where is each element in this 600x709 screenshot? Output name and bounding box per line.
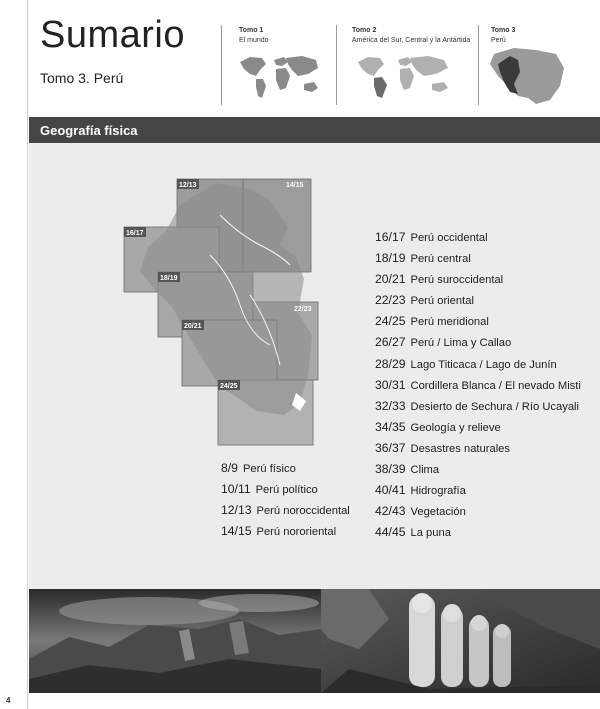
divider xyxy=(478,25,479,105)
entry-title: Cordillera Blanca / El nevado Misti xyxy=(410,379,581,392)
list-item[interactable] xyxy=(375,417,581,438)
entry-title: Clima xyxy=(410,464,440,477)
list-item[interactable] xyxy=(375,248,581,269)
list-item[interactable] xyxy=(375,459,581,480)
page-range: 42/43 xyxy=(375,504,406,519)
list-item[interactable] xyxy=(375,522,581,543)
list-item[interactable] xyxy=(375,438,581,459)
map-label-22-23: 22/23 xyxy=(294,306,312,313)
page-range: 28/29 xyxy=(375,356,406,371)
contents-list-left xyxy=(221,458,350,542)
page-range: 44/45 xyxy=(375,525,406,540)
list-item[interactable] xyxy=(375,290,581,311)
photo-strip xyxy=(29,589,600,693)
section-header xyxy=(29,117,600,143)
world-map-thumbnail-icon[interactable] xyxy=(236,52,322,102)
page-range: 20/21 xyxy=(375,272,406,287)
list-item[interactable] xyxy=(375,269,581,290)
divider xyxy=(221,25,222,105)
page-range: 22/23 xyxy=(375,293,406,308)
entry-title: Vegetación xyxy=(410,506,466,519)
volume-2-name: América del Sur, Central y la Antártida xyxy=(352,37,471,44)
entry-title: Perú / Lima y Callao xyxy=(410,337,512,350)
page-range: 18/19 xyxy=(375,251,406,266)
map-label-18-19: 18/19 xyxy=(160,275,178,282)
peru-map-thumbnail-icon[interactable] xyxy=(484,46,568,106)
list-item[interactable] xyxy=(221,479,350,500)
entry-title: Perú nororiental xyxy=(256,526,337,539)
map-label-14-15: 14/15 xyxy=(286,182,304,189)
landscape-photo-icon xyxy=(29,589,321,693)
south-america-map-thumbnail-icon[interactable] xyxy=(352,52,462,102)
list-item[interactable] xyxy=(375,227,581,248)
volume-1-label: Tomo 1 xyxy=(239,27,264,34)
page-title: Sumario xyxy=(40,14,185,56)
entry-title: Geología y relieve xyxy=(410,421,501,434)
list-item[interactable] xyxy=(375,311,581,332)
page-range: 38/39 xyxy=(375,462,406,477)
volume-3-label: Tomo 3 xyxy=(491,27,516,34)
entry-title: Perú físico xyxy=(242,463,296,475)
entry-title: Desastres naturales xyxy=(410,442,510,455)
page-range: 8/9 xyxy=(221,461,238,475)
peru-index-map-icon[interactable] xyxy=(120,175,320,447)
entry-title: Perú suroccidental xyxy=(410,274,504,287)
map-label-20-21: 20/21 xyxy=(184,323,202,330)
page-range: 14/15 xyxy=(221,524,252,539)
entry-title: Desierto de Sechura / Río Ucayali xyxy=(410,400,580,413)
volume-2-caption xyxy=(352,26,470,46)
sarcophagi-photo-icon xyxy=(321,589,600,693)
page-range: 30/31 xyxy=(375,377,406,392)
page-range: 24/25 xyxy=(375,314,406,329)
entry-title: Perú central xyxy=(410,253,471,266)
volume-1-name: El mundo xyxy=(239,37,269,44)
entry-title: La puna xyxy=(410,527,451,540)
list-item[interactable] xyxy=(375,375,581,396)
entry-title: Perú meridional xyxy=(410,316,489,329)
page-range: 40/41 xyxy=(375,483,406,498)
volume-3-name: Perú xyxy=(491,37,506,44)
map-label-16-17: 16/17 xyxy=(126,230,144,237)
list-item[interactable] xyxy=(375,501,581,522)
list-item[interactable] xyxy=(375,480,581,501)
page-range: 32/33 xyxy=(375,398,406,413)
list-item[interactable] xyxy=(221,500,350,521)
page-range: 26/27 xyxy=(375,335,406,350)
page-range: 12/13 xyxy=(221,503,252,518)
list-item[interactable] xyxy=(221,458,350,479)
entry-title: Perú político xyxy=(255,484,318,497)
entry-title: Perú oriental xyxy=(410,295,474,308)
map-label-24-25: 24/25 xyxy=(220,383,238,390)
list-item[interactable] xyxy=(375,396,581,417)
volume-1-caption xyxy=(239,26,269,46)
page-range: 34/35 xyxy=(375,419,406,434)
page-range: 10/11 xyxy=(221,482,251,497)
contents-list-right xyxy=(375,227,581,543)
entry-title: Perú occidental xyxy=(410,232,488,244)
volume-3-caption xyxy=(491,26,515,46)
volume-2-label: Tomo 2 xyxy=(352,27,377,34)
entry-title: Hidrografía xyxy=(410,485,466,498)
entry-title: Perú noroccidental xyxy=(256,505,350,518)
map-label-12-13: 12/13 xyxy=(179,182,197,189)
page-margin-line xyxy=(27,0,28,709)
page-number: 4 xyxy=(6,696,11,705)
section-title: Geografía física xyxy=(40,123,138,138)
list-item[interactable] xyxy=(221,521,350,542)
entry-title: Lago Titicaca / Lago de Junín xyxy=(410,358,557,371)
divider xyxy=(336,25,337,105)
page-subtitle: Tomo 3. Perú xyxy=(40,70,124,86)
list-item[interactable] xyxy=(375,332,581,353)
list-item[interactable] xyxy=(375,354,581,375)
page-range: 16/17 xyxy=(375,230,406,244)
page-range: 36/37 xyxy=(375,440,406,455)
